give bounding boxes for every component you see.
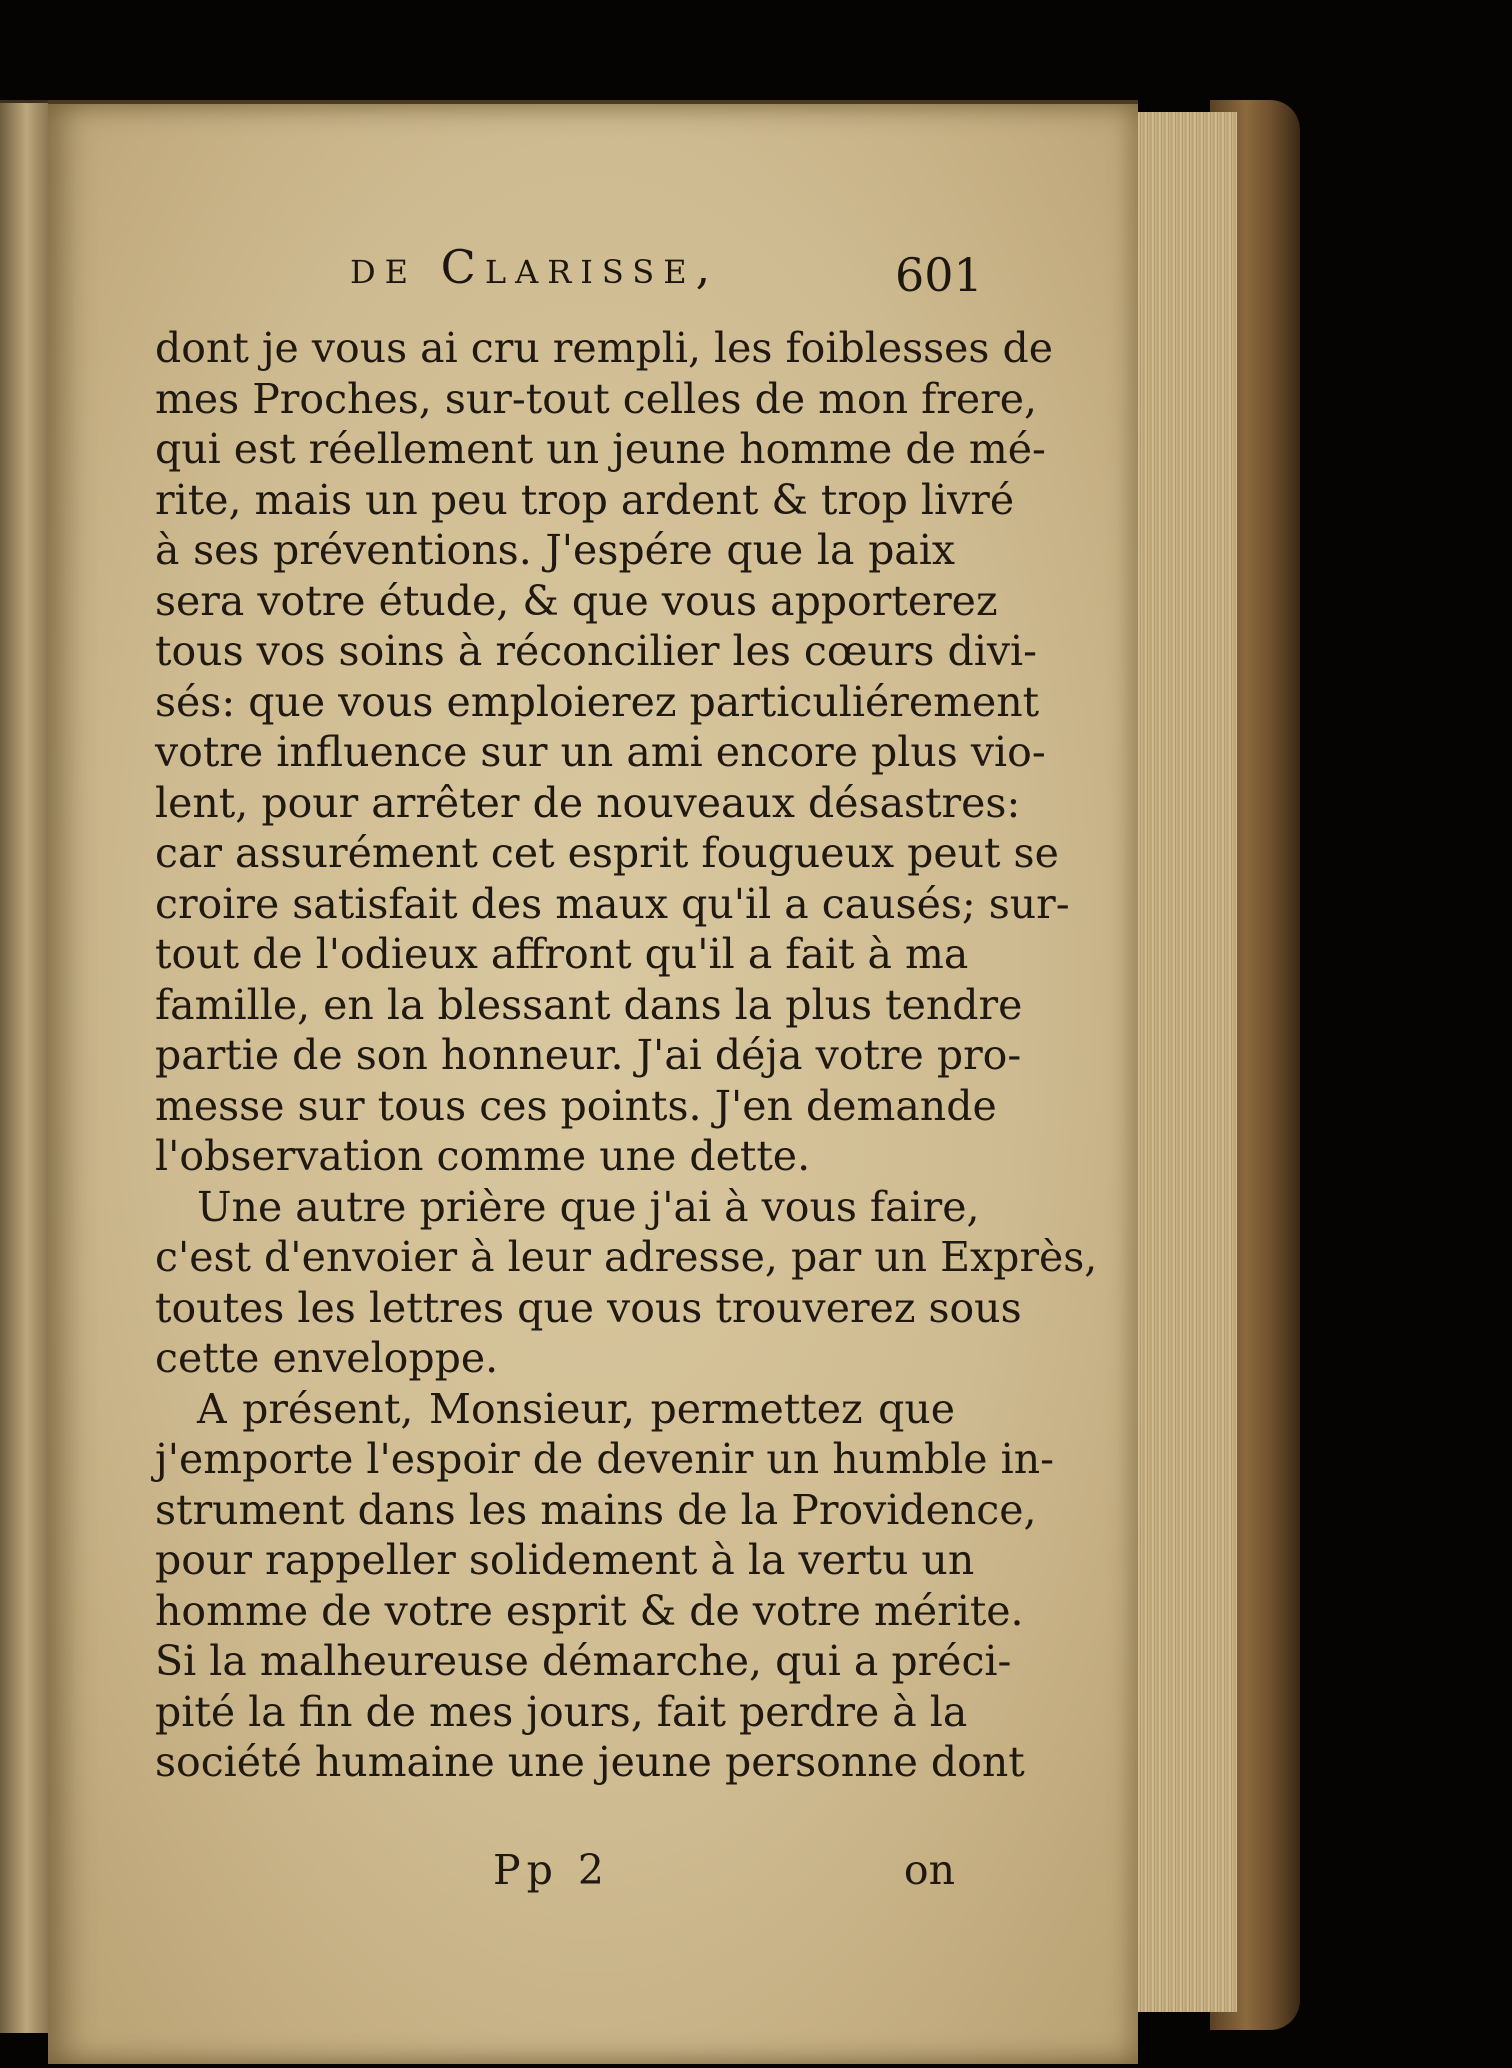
signature-mark: Pp 2 [493, 1846, 610, 1894]
text-line: pour rappeller solidement à la vertu un [155, 1536, 975, 1584]
text-line: toutes les lettres que vous trouverez sous [155, 1283, 1022, 1332]
text-line: partie de son honneur. J'ai déja votre pro- [155, 1031, 1022, 1079]
page-number: 601 [895, 248, 983, 302]
text-line: lent, pour arrêter de nouveaux désastres: [155, 778, 1021, 827]
text-line: famille, en la blessant dans la plus tendre [155, 980, 1023, 1029]
text-line: qui est réellement un jeune homme de mé- [155, 425, 1046, 473]
text-line: A présent, Monsieur, permettez que [197, 1384, 955, 1433]
running-title: de Clarisse, [350, 240, 720, 294]
text-line: mes Proches, sur-tout celles de mon frere, [155, 374, 1038, 423]
text-line: dont je vous ai cru rempli, les foiblesses de [155, 324, 1054, 372]
text-line: sés: que vous emploierez particuliérement [155, 677, 1040, 726]
text-line: c'est d'envoier à leur adresse, par un Exprès, [155, 1233, 1098, 1281]
text-line: votre influence sur un ami encore plus vio- [155, 728, 1046, 776]
text-line: tout de l'odieux affront qu'il a fait à ma [155, 930, 969, 978]
facing-page-edge [0, 100, 48, 2033]
text-line: croire satisfait des maux qu'il a causés; sur- [155, 879, 1070, 928]
page-header [350, 240, 983, 302]
text-line: pité la fin de mes jours, fait perdre à la [155, 1687, 968, 1736]
text-line: car assurément cet esprit fougueux peut se [155, 829, 1059, 877]
text-line: sera votre étude, & que vous apporterez [155, 576, 998, 625]
text-line: Une autre prière que j'ai à vous faire, [197, 1182, 980, 1231]
text-line: j'emporte l'espoir de devenir un humble in- [155, 1435, 1054, 1483]
text-line: Si la malheureuse démarche, qui a préci- [155, 1637, 1012, 1685]
text-line: messe sur tous ces points. J'en demande [155, 1081, 997, 1130]
body-text [155, 323, 1098, 1788]
text-line: société humaine une jeune personne dont [155, 1738, 1025, 1786]
page-footer [155, 1846, 955, 1902]
text-line: l'observation comme une dette. [155, 1132, 811, 1180]
text-line: tous vos soins à réconcilier les cœurs divi- [155, 627, 1037, 675]
text-line: cette enveloppe. [155, 1334, 499, 1382]
text-line: à ses préventions. J'espére que la paix [155, 526, 955, 574]
catchword: on [903, 1846, 955, 1894]
page-fore-edge [1125, 112, 1237, 2012]
text-line: strument dans les mains de la Providence, [155, 1485, 1037, 1534]
text-line: homme de votre esprit & de votre mérite. [155, 1586, 1024, 1635]
text-line: rite, mais un peu trop ardent & trop livré [155, 475, 1015, 524]
